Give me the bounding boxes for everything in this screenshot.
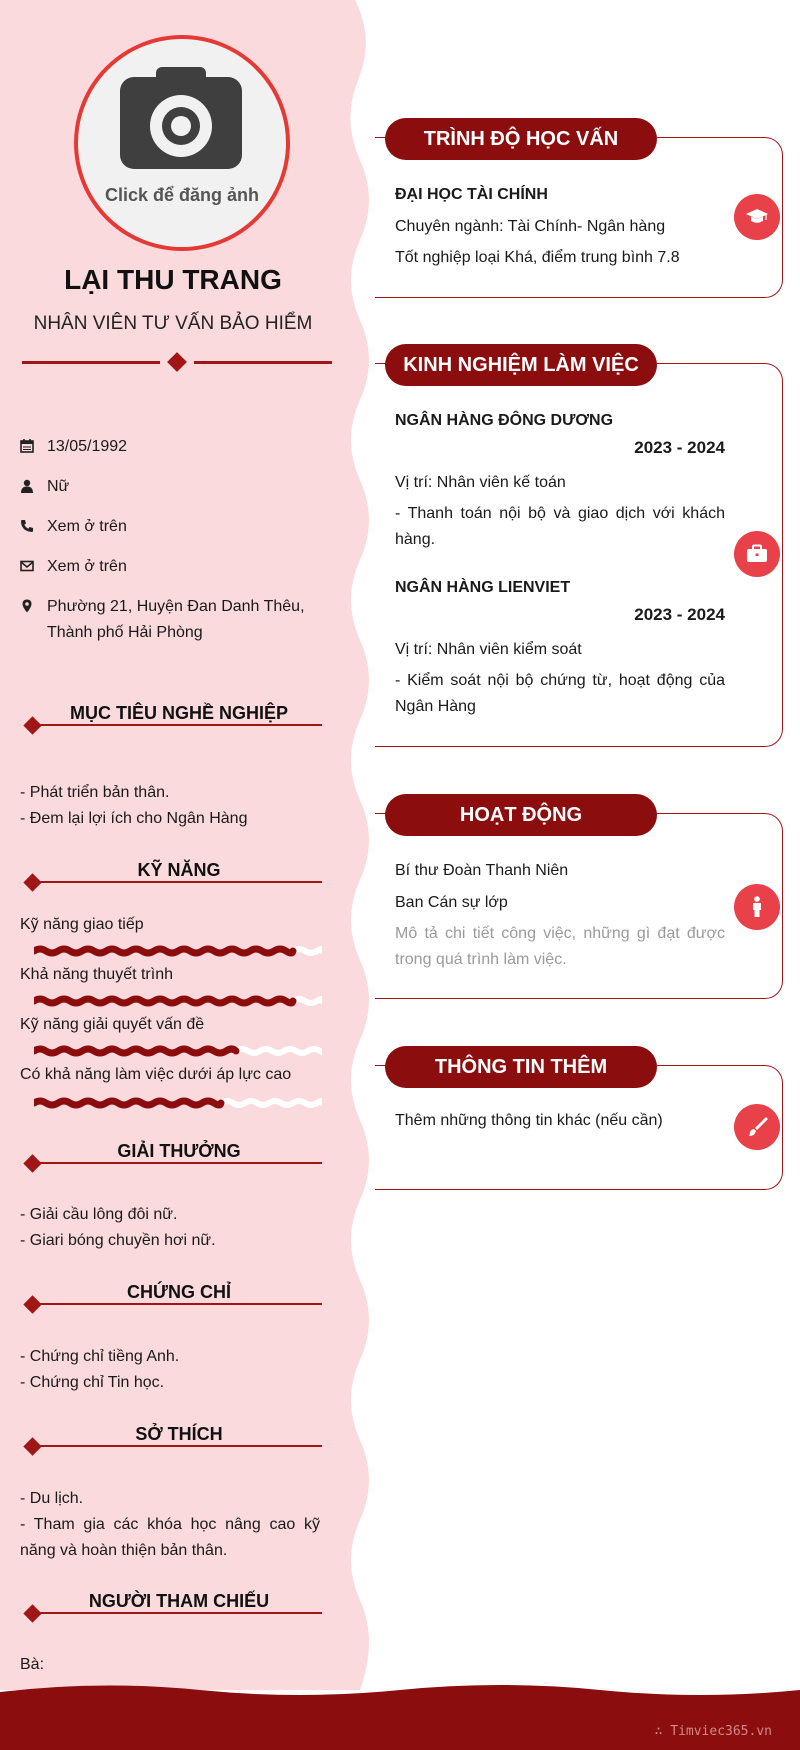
education-major[interactable]: Chuyên ngành: Tài Chính- Ngân hàng xyxy=(395,218,666,235)
title-divider xyxy=(22,352,332,372)
certificates-title: CHỨNG CHỈ xyxy=(127,1282,231,1302)
skill-name[interactable]: Khả năng thuyết trình xyxy=(20,966,173,983)
skill-name[interactable]: Có khả năng làm việc dưới áp lực cao xyxy=(20,1066,292,1083)
job-position[interactable]: Vị trí: Nhân viên kiểm soát xyxy=(395,641,582,658)
email-text: Xem ở trên xyxy=(47,558,127,575)
experience-icon-badge xyxy=(734,531,780,577)
experience-title: KINH NGHIỆM LÀM VIỆC xyxy=(385,344,657,386)
skill-bar-fill xyxy=(34,1101,221,1105)
skills-title: KỸ NĂNG xyxy=(137,860,221,880)
hobbies-title: SỞ THÍCH xyxy=(135,1424,223,1444)
activity-role[interactable]: Ban Cán sự lớp xyxy=(395,894,508,911)
skill-bar-fill xyxy=(34,1049,236,1053)
address-text: Phường 21, Huyện Đan Danh Thêu, Thành phố Hải Phòng xyxy=(47,598,305,641)
skill-level-bar xyxy=(34,994,322,1008)
contact-gender[interactable] xyxy=(20,474,320,500)
footer-wave xyxy=(0,1680,800,1750)
activity-role[interactable]: Bí thư Đoàn Thanh Niên xyxy=(395,862,569,879)
job-description[interactable]: - Thanh toán nội bộ và giao dịch với khách hàng. xyxy=(395,505,725,548)
gender-text: Nữ xyxy=(47,478,70,495)
skill-name[interactable]: Kỹ năng giải quyết vấn đề xyxy=(20,1016,205,1033)
skill-level-bar xyxy=(34,1044,322,1058)
watermark: ∴ Timviec365.vn xyxy=(654,1724,772,1739)
certificate-line: - Chứng chỉ tiềng Anh. xyxy=(20,1348,180,1365)
contact-birthday[interactable] xyxy=(20,434,320,460)
skill-level-bar xyxy=(34,1096,322,1110)
awards-title: GIẢI THƯỞNG xyxy=(117,1141,241,1161)
job-company[interactable]: NGÂN HÀNG ĐÔNG DƯƠNG xyxy=(395,412,614,429)
awards-content[interactable] xyxy=(20,1202,320,1254)
job-period[interactable]: 2023 - 2024 xyxy=(634,605,725,624)
person-icon xyxy=(745,895,769,919)
contact-phone[interactable] xyxy=(20,514,320,540)
skill-level-bar xyxy=(34,944,322,958)
contact-email[interactable] xyxy=(20,554,320,580)
avatar-upload[interactable] xyxy=(74,35,290,251)
additional-text[interactable]: Thêm những thông tin khác (nếu cần) xyxy=(395,1112,663,1129)
candidate-name[interactable]: LẠI THU TRANG xyxy=(64,264,282,295)
skill-bar-track xyxy=(293,949,322,953)
objective-line: - Phát triển bản thân. xyxy=(20,784,170,801)
additional-title: THÔNG TIN THÊM xyxy=(385,1046,657,1088)
skill-bar-fill xyxy=(34,949,293,953)
job-title[interactable]: NHÂN VIÊN TƯ VẤN BẢO HIỂM xyxy=(33,313,313,334)
certificates-content[interactable] xyxy=(20,1344,320,1396)
certificate-line: - Chứng chỉ Tin học. xyxy=(20,1374,165,1391)
birthday-text: 13/05/1992 xyxy=(47,438,128,455)
hobby-line: - Tham gia các khóa học nâng cao kỹ năng và hoàn thiện bản thân. xyxy=(20,1516,320,1559)
job-company[interactable]: NGÂN HÀNG LIENVIET xyxy=(395,579,571,596)
section-header-awards xyxy=(22,1141,322,1171)
section-header-hobbies xyxy=(22,1424,322,1454)
objective-title: MỤC TIÊU NGHỀ NGHIỆP xyxy=(69,703,288,723)
education-school[interactable]: ĐẠI HỌC TÀI CHÍNH xyxy=(395,186,548,203)
objective-line: - Đem lại lợi ích cho Ngân Hàng xyxy=(20,810,248,827)
references-content[interactable]: Bà: xyxy=(20,1656,45,1673)
references-title: NGƯỜI THAM CHIẾU xyxy=(88,1591,270,1611)
skill-name[interactable]: Kỹ năng giao tiếp xyxy=(20,916,144,933)
briefcase-icon xyxy=(745,542,769,566)
contact-address[interactable] xyxy=(20,594,320,646)
phone-icon xyxy=(20,519,34,533)
phone-text: Xem ở trên xyxy=(47,518,127,535)
skill-bar-track xyxy=(221,1101,322,1105)
map-marker-icon xyxy=(20,599,34,613)
job-period[interactable]: 2023 - 2024 xyxy=(634,438,725,457)
paint-brush-icon xyxy=(745,1115,769,1139)
section-header-certificates xyxy=(22,1282,322,1312)
avatar-upload-label: Click để đăng ảnh xyxy=(104,185,260,205)
calendar-icon xyxy=(20,439,34,453)
activity-description-placeholder[interactable]: Mô tả chi tiết công việc, những gì đạt được trong quá trình làm việc. xyxy=(395,925,725,968)
job-position[interactable]: Vị trí: Nhân viên kế toán xyxy=(395,474,566,491)
education-icon-badge xyxy=(734,194,780,240)
user-icon xyxy=(20,479,34,493)
education-title: TRÌNH ĐỘ HỌC VẤN xyxy=(385,118,657,160)
sidebar xyxy=(0,0,370,1750)
award-line: - Giari bóng chuyền hơi nữ. xyxy=(20,1232,216,1249)
email-icon xyxy=(20,559,34,573)
section-header-references xyxy=(22,1591,322,1621)
education-result[interactable]: Tốt nghiệp loại Khá, điểm trung bình 7.8 xyxy=(395,249,680,266)
section-header-skills xyxy=(22,860,322,890)
skill-bar-fill xyxy=(34,999,293,1003)
activities-title: HOẠT ĐỘNG xyxy=(385,794,657,836)
award-line: - Giải cầu lông đôi nữ. xyxy=(20,1206,178,1223)
graduation-cap-icon xyxy=(745,205,769,229)
hobby-line: - Du lịch. xyxy=(20,1490,84,1507)
skill-bar-track xyxy=(236,1049,322,1053)
hobbies-content[interactable] xyxy=(20,1486,320,1564)
objective-content[interactable] xyxy=(20,780,320,832)
job-description[interactable]: - Kiểm soát nội bộ chứng từ, hoạt động của Ngân Hàng xyxy=(395,672,725,715)
section-header-objective xyxy=(22,703,322,733)
additional-icon-badge xyxy=(734,1104,780,1150)
skill-bar-track xyxy=(293,999,322,1003)
activities-icon-badge xyxy=(734,884,780,930)
